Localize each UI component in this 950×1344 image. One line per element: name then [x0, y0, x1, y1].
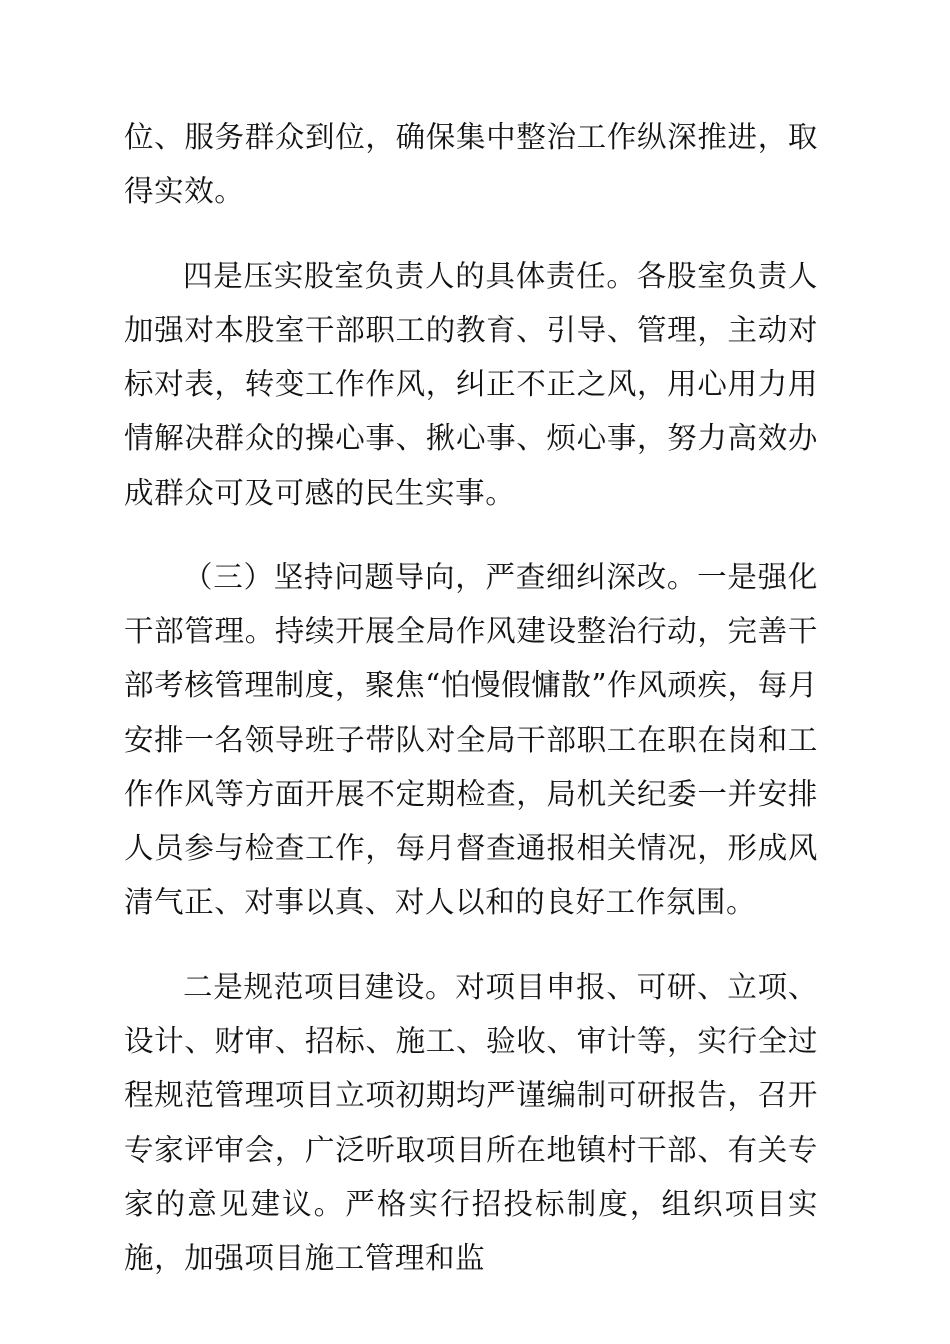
- document-body: [124, 110, 818, 1285]
- paragraph-section-three: （三）坚持问题导向，严查细纠深改。一是强化干部管理。持续开展全局作风建设整治行动，完善干部考核管理制度，聚焦“怕慢假慵散”作风顽疾，每月安排一名领导班子带队对全局干部职工在职在岗和工作作风等方面开展不定期检查，局机关纪委一并安排人员参与检查工作，每月督查通报相关情况，形成风清气正、对事以真、对人以和的良好工作氛围。: [124, 559, 818, 920]
- paragraph-item-four: 四是压实股室负责人的具体责任。各股室负责人加强对本股室干部职工的教育、引导、管理，主动对标对表，转变工作作风，纠正不正之风，用心用力用情解决群众的操心事、揪心事、烦心事，努力高效办成群众可及可感的民生实事。: [124, 258, 818, 510]
- paragraph-continuation: 位、服务群众到位，确保集中整治工作纵深推进，取得实效。: [124, 120, 818, 209]
- paragraph-item-two: 二是规范项目建设。对项目申报、可研、立项、设计、财审、招标、施工、验收、审计等，实行全过程规范管理项目立项初期均严谨编制可研报告，召开专家评审会，广泛听取项目所在地镇村干部、有关专家的意见建议。严格实行招投标制度，组织项目实施，加强项目施工管理和监: [124, 969, 818, 1276]
